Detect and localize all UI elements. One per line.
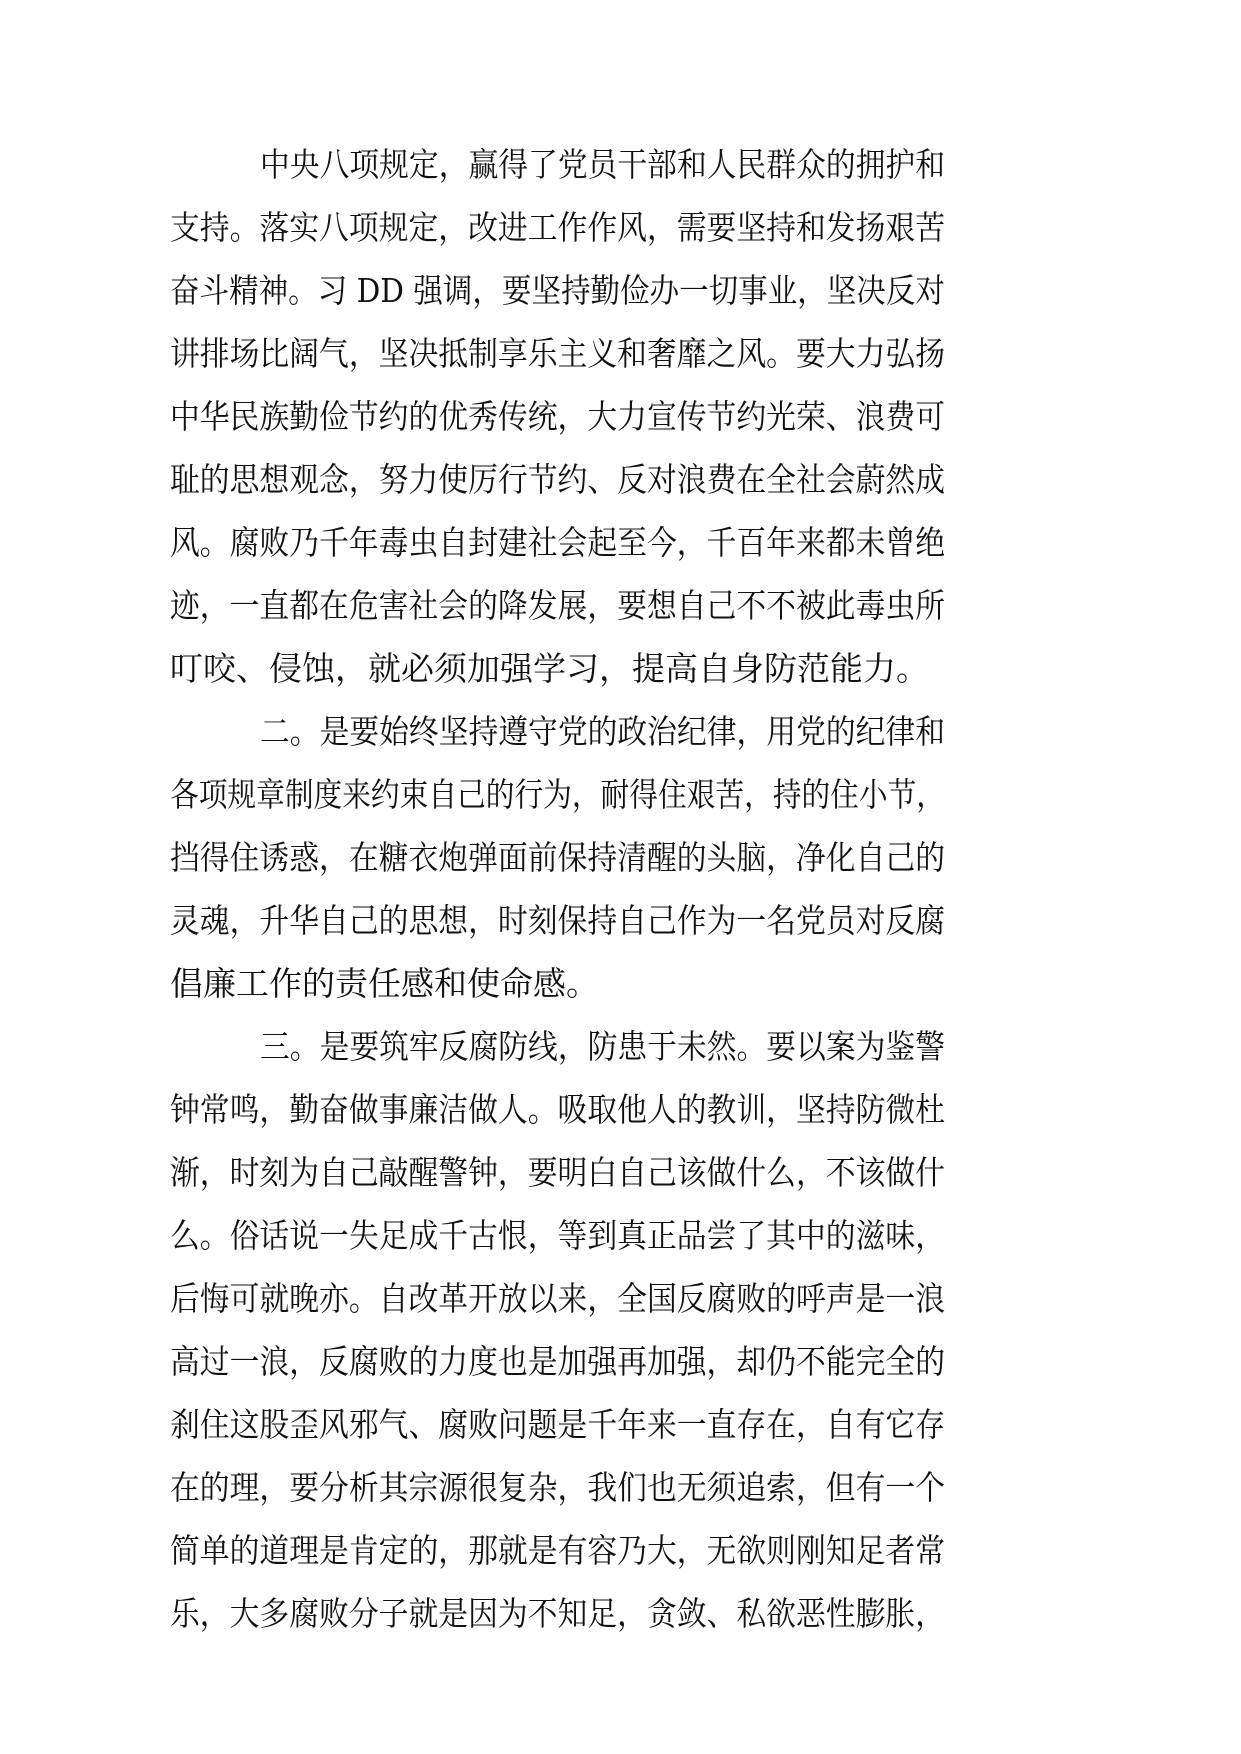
- text-line: 中央八项规定，赢得了党员干部和人民群众的拥护和: [260, 145, 945, 184]
- text-line: 各项规章制度来约束自己的行为，耐得住艰苦，持的住小节，: [170, 775, 945, 814]
- text-line: 叮咬、侵蚀，就必须加强学习，提高自身防范能力。: [170, 649, 929, 688]
- text-line: 中华民族勤俭节约的优秀传统，大力宣传节约光荣、浪费可: [170, 397, 946, 436]
- text-line: 高过一浪，反腐败的力度也是加强再加强，却仍不能完全的: [170, 1342, 946, 1381]
- text-line: 么。俗话说一失足成千古恨，等到真正品尝了其中的滋味，: [170, 1216, 946, 1255]
- text-line: 渐，时刻为自己敲醒警钟，要明白自己该做什么，不该做什: [170, 1153, 946, 1192]
- text-line: 支持。落实八项规定，改进工作作风，需要坚持和发扬艰苦: [170, 208, 946, 247]
- text-line: 耻的思想观念，努力使厉行节约、反对浪费在全社会蔚然成: [170, 460, 946, 499]
- text-line: 在的理，要分析其宗源很复杂，我们也无须追索，但有一个: [170, 1468, 946, 1507]
- text-line: 挡得住诱惑，在糖衣炮弹面前保持清醒的头脑，净化自己的: [170, 838, 946, 877]
- text-line: 二。是要始终坚持遵守党的政治纪律，用党的纪律和: [260, 712, 945, 751]
- text-line: 风。腐败乃千年毒虫自封建社会起至今，千百年来都未曾绝: [170, 523, 946, 562]
- text-line: 钟常鸣，勤奋做事廉洁做人。吸取他人的教训，坚持防微杜: [170, 1090, 946, 1129]
- text-line: 倡廉工作的责任感和使命感。: [170, 964, 599, 1003]
- text-line: 简单的道理是肯定的，那就是有容乃大，无欲则刚知足者常: [170, 1531, 946, 1570]
- text-line: 乐，大多腐败分子就是因为不知足，贪敛、私欲恶性膨胀，: [170, 1594, 946, 1633]
- text-line: 讲排场比阔气，坚决抵制享乐主义和奢靡之风。要大力弘扬: [170, 334, 946, 373]
- text-line: 三。是要筑牢反腐防线，防患于未然。要以案为鉴警: [260, 1027, 945, 1066]
- text-line: 后悔可就晚亦。自改革开放以来，全国反腐败的呼声是一浪: [170, 1279, 946, 1318]
- text-line: 迹，一直都在危害社会的降发展，要想自己不不被此毒虫所: [170, 586, 946, 625]
- text-line: 奋斗精神。习 DD 强调，要坚持勤俭办一切事业，坚决反对: [170, 271, 945, 310]
- text-line: 灵魂，升华自己的思想，时刻保持自己作为一名党员对反腐: [170, 901, 946, 940]
- text-line: 刹住这股歪风邪气、腐败问题是千年来一直存在，自有它存: [170, 1405, 946, 1444]
